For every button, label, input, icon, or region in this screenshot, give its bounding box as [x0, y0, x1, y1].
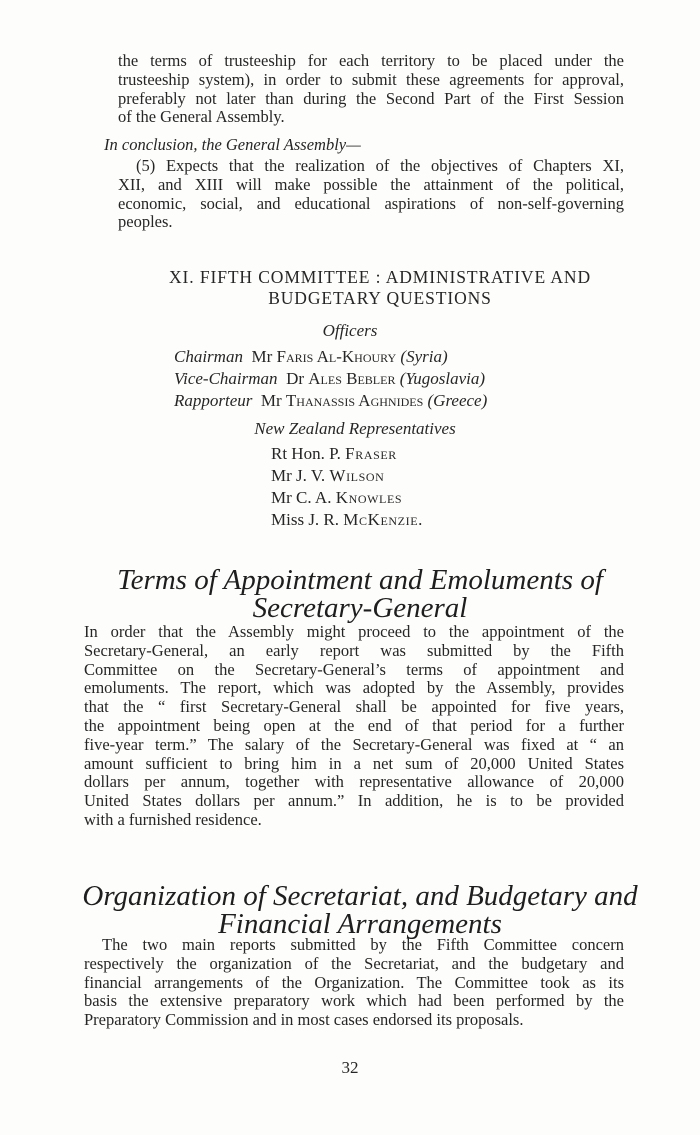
text-line: dollars per annum, together with representative allowance of 20,000 — [84, 772, 624, 792]
rep-name: Wilson — [329, 466, 385, 485]
rep-title: Miss J. R. — [271, 510, 340, 529]
officer-title: Mr — [251, 347, 273, 366]
heading-line: Organization of Secretariat, and Budgetary and — [82, 880, 638, 912]
text-line: In order that the Assembly might proceed to the appointment of the — [84, 622, 624, 641]
text-line: financial arrangements of the Organization. The Committee took as its — [84, 972, 624, 992]
text-line: the terms of trusteeship for each territory to be placed under the — [118, 51, 624, 70]
text-line: (5) Expects that the realization of the objectives of Chapters XI, — [136, 156, 624, 175]
text-line: peoples. — [118, 212, 173, 232]
text-line: economic, social, and educational aspirations of non-self-governing — [118, 193, 624, 213]
nz-representatives-label: New Zealand Representatives — [254, 419, 456, 438]
officer-row-vice-chairman — [174, 368, 534, 390]
section-title-line: XI. FIFTH COMMITTEE : ADMINISTRATIVE AND — [169, 267, 591, 287]
representative — [271, 443, 531, 465]
text-line: basis the extensive preparatory work which had been performed by the — [84, 991, 624, 1011]
section-xi-title — [100, 267, 660, 309]
section-title-line: BUDGETARY QUESTIONS — [268, 288, 492, 308]
heading-line: Terms of Appointment and Emoluments of — [117, 564, 603, 596]
officer-role: Rapporteur — [174, 391, 253, 410]
officer-name: Faris Al-Khoury — [276, 347, 397, 366]
officer-name: Ales Bebler — [308, 369, 396, 388]
officer-country: (Greece) — [427, 391, 488, 410]
text-line: United States dollars per annum.” In addition, he is to be provided — [84, 791, 624, 811]
representative — [271, 509, 531, 531]
rep-title: Rt Hon. P. — [271, 444, 341, 463]
officer-title: Dr — [286, 369, 305, 388]
text-line: XII, and XIII will make possible the attainment of the political, — [118, 174, 624, 194]
officers-label: Officers — [322, 321, 378, 340]
text-line: trusteeship system), in order to submit these agreements for approval, — [118, 69, 624, 89]
officer-country: (Syria) — [400, 347, 448, 366]
text-line: emoluments. The report, which was adopted by the Assembly, provides — [84, 678, 624, 698]
officer-country: (Yugoslavia) — [399, 369, 486, 388]
conclusion-intro: In conclusion, the General Assembly— — [104, 135, 361, 154]
officers-list — [174, 346, 534, 412]
rep-name: Fraser — [345, 444, 397, 463]
text-line: respectively the organization of the Secretariat, and the budgetary and — [84, 953, 624, 973]
page-number: 32 — [341, 1058, 359, 1077]
representative — [271, 487, 531, 509]
text-line: Secretary-General, an early report was submitted by the Fifth — [84, 640, 624, 660]
text-line: five-year term.” The salary of the Secretary-General was fixed at “ an — [84, 734, 624, 754]
text-line: amount sufficient to bring him in a net sum of 20,000 United States — [84, 753, 624, 773]
trusteeship-paragraph — [118, 52, 624, 127]
text-line: The two main reports submitted by the Fifth Committee concern — [102, 935, 624, 954]
rep-title: Mr J. V. — [271, 466, 326, 485]
terms-heading — [80, 566, 640, 622]
officer-title: Mr — [260, 391, 282, 410]
heading-line: Financial Arrangements — [218, 908, 502, 940]
officer-role: Vice-Chairman — [174, 369, 278, 388]
text-line: of the General Assembly. — [118, 107, 285, 127]
rep-name: Knowles — [335, 488, 403, 507]
terms-paragraph — [84, 623, 624, 830]
heading-line: Secretary-General — [252, 592, 468, 624]
officer-role: Chairman — [174, 347, 243, 366]
representative — [271, 465, 531, 487]
officer-row-chairman — [174, 346, 534, 368]
officer-name: Thanassis Aghnides — [285, 391, 424, 410]
organization-heading — [70, 882, 650, 938]
text-line: Committee on the Secretary-General’s terms of appointment and — [84, 659, 624, 679]
rep-name: McKenzie. — [343, 510, 423, 529]
organization-paragraph — [84, 936, 624, 1030]
text-line: with a furnished residence. — [84, 809, 262, 829]
officer-row-rapporteur — [174, 390, 534, 412]
text-line: the appointment being open at the end of that period for a further — [84, 715, 624, 735]
text-line: preferably not later than during the Second Part of the First Session — [118, 88, 624, 108]
nz-representatives-list — [271, 443, 531, 531]
rep-title: Mr C. A. — [271, 488, 332, 507]
text-line: Preparatory Commission and in most cases endorsed its proposals. — [84, 1010, 524, 1030]
text-line: that the “ first Secretary-General shall be appointed for five years, — [84, 697, 624, 717]
conclusion-paragraph — [118, 157, 624, 232]
